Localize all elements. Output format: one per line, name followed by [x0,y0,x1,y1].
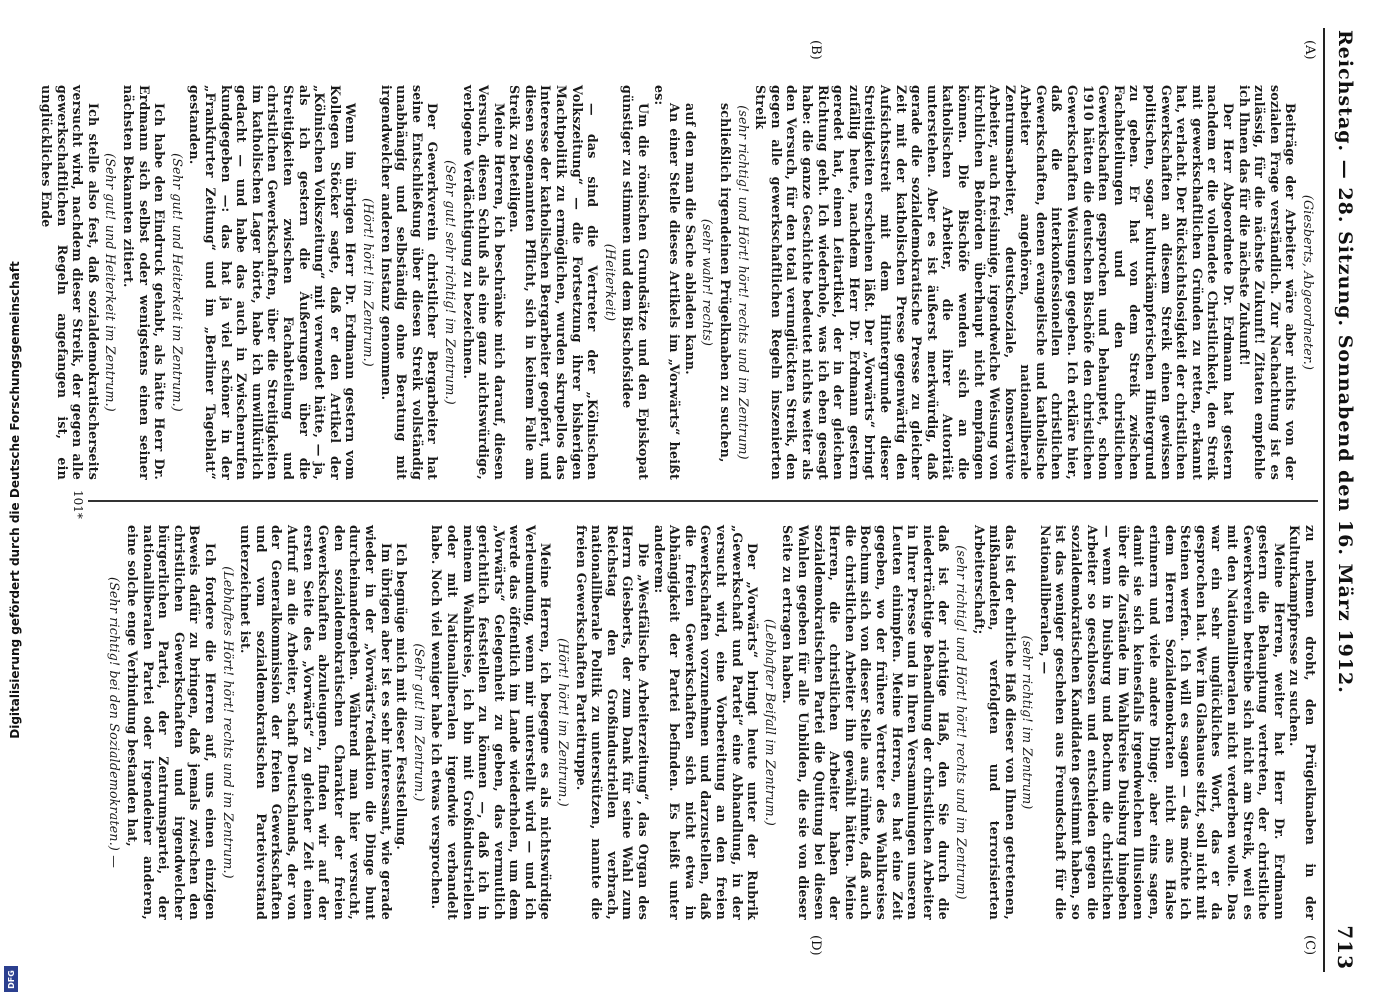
footer-page-mark: 101* [71,490,85,519]
paragraph: Die „Westfälische Arbeiterzeitung“, das Organ des Herrn Giesberts, der zum Dank für seine Wahl zum Reichstag den Großindustriellen verbrach, nationalliberale Politik zu unterstützen, nannte die freien Gewerkschaften Parteitruppe. [573,525,652,920]
paragraph: Ich habe den Eindruck gehabt, als hätte Herr Dr. Erdmann sich selbst oder wenigstens einen seiner nächsten Bekannten zitiert. [121,85,168,480]
paragraph: Meine Herren, ich begegne es als nichtswürdige Verleumdung, wenn mir unterstellt wird — und ich werde das öffentlich im Lande wiederholen, um dem „Vorwärts“ Gelegenheit zu geben, das vermutlich gerichtlich feststellen zu können —, daß ich in meinem Wahlkreise, ich bin mit Großindustriellen oder mit Nationalliberalen irgendwie verbandelt habe. Noch viel weniger habe ich etwas versprochen. [429,525,554,920]
paragraph: schließlich irgendeinen Prügelknaben zu suchen, [718,103,734,463]
interjection: (sehr richtig! im Zentrum) [1020,635,1036,810]
dfg-logo [4,966,18,992]
digitization-stamp [0,0,30,1000]
marker-d: (D) [808,935,823,956]
interjection: (Giesberts, Abgeordneter.) [1301,194,1316,371]
paragraph: daß ist der richtige Haß, den Sie durch die niederträchtige Behandlung der christlichen Arbeiter in Ihrer Presse und in Ihren Versammlungen unseren Leuten einimpfen. Meine Herren, es hat eine Zeit gegeben, wo der frühere Vertreter des Wahlkreises Bochum sich von dieser Stelle aus rühmte, daß auch die christlichen Arbeiter ihn gewählt hätten. Meine Herren, die christlichen Arbeiter haben der sozialdemokratischen Partei die Quittung bei diesen Wahlen gegeben für alle Unbilden, die sie von dieser Seite zu ertragen haben. [780,525,952,920]
interjection: (sehr richtig! und Hört! hört! rechts und im Zentrum) [953,545,969,900]
paragraph: Beiträge der Arbeiter wäre aber nichts von der sozialen Frage verständlich. Zur Nachachtung ist es zulässig, für die nächste Zukunft! Zitaten empfehle ich Ihnen das für die nächste Zukunft! [1236,85,1299,480]
page-number: 713 [1333,925,1357,970]
header-rule [1323,28,1325,972]
paragraph: Der „Vorwärts“ bringt heute unter der Rubrik „Gewerkschaft und Partei“ eine Abhandlung, in der versucht wird, eine Vorbereitung an den freien Gewerkschaften vorzunehmen und darzustellen, daß die freien Gewerkschaften sich nicht etwa in Abhängigkeit der Partei befinden. Es heißt unter anderem: [651,525,761,920]
interjection: (Sehr gut! im Zentrum.) [411,643,427,802]
interjection: (Lebhafter Beifall im Zentrum.) [762,618,778,827]
paragraph: Der Gewerkverein christlicher Bergarbeiter hat seine Entschließung über diesen Streik vollständig unabhängig und selbständig ohne Beratung mit irgendwelcher anderen Instanz genommen. [378,85,441,480]
paragraph: An einer Stelle dieses Artikels im „Vorwärts“ heißt es: [651,85,683,480]
left-column [39,85,1318,480]
page-header [1325,30,1365,970]
interjection: (sehr wahr! rechts) [700,218,716,347]
paragraph: zu nehmen droht, den Prügelknaben in der Kulturkampfpresse zu suchen. [1287,525,1318,920]
right-column [88,525,1318,920]
interjection: (Sehr gut! sehr richtig! im Zentrum.) [442,160,458,405]
marker-b: (B) [808,40,823,60]
paragraph: Ich stelle also fest, daß sozialdemokratischerseits versucht wird, nachdem dieser Streik, der gegen alle gewerkschaftlichen Regeln angefangen ist, ein unglückliches Ende [39,85,101,480]
stamp-text: Digitalisierung gefördert durch die Deutsche Forschungsgemeinschaft [8,261,22,739]
paragraph: Um die römischen Grundsätze und den Episkopat günstiger zu stimmen und dem Bischofsidee [620,85,652,480]
paragraph: — das sind die Vertreter der „Kölnischen Volkszeitung“ — die Fortsetzung ihrer bisherigen Machtpolitik zu ermöglichen, wurden skrupellos das Interesse der katholischen Bergarbeiter geopfert, und diesen sogenannten Pflicht, sich in keinem Falle am Streik zu beteiligen. [507,85,601,480]
paragraph: Im übrigen aber ist es sehr interessant, wie gerade wieder in der „Vorwärts“redaktion die Dinge bunt durcheinandergehen. Während man hier versucht, den sozialdemokratischen Charakter der freien Gewerkschaften abzuleugnen, finden wir auf der ersten Seite des „Vorwärts“ zu gleicher Zeit einen Aufruf an die Arbeiter, schaft Deutschlands, der von der Generalkommission der freien Gewerkschaften und vom sozialdemokratischen Parteivorstand unterzeichnet ist. [238,525,394,920]
interjection: (Sehr gut! und Heiterkeit im Zentrum.) [103,153,119,412]
interjection: (Hört! hört! im Zentrum.) [360,198,376,367]
paragraph: Ich fordere die Herren auf, uns einen einzigen Beweis dafür zu bringen, daß jemals zwischen den christlichen Gewerkschaften und irgendwelcher bürgerlichen Partei, der Zentrumspartei, der nationalliberalen Partei oder irgendeiner anderen, eine solche enge Verbindung bestanden hat, [125,525,219,920]
column-divider [88,500,1318,502]
interjection: (Heiterkeit) [602,243,618,322]
header-title: Reichstag. — 28. Sitzung. Sonnabend den 16. März 1912. [1334,30,1356,694]
paragraph: das ist der ehrliche Haß dieser von Ihnen getretenen, mißhandelten, verfolgten und terrorisierten Arbeiterschaft; [971,525,1018,920]
interjection: (Lebhaftes Hört! hört! rechts und im Zentrum.) [220,566,236,879]
paragraph: Wenn im übrigen Herr Dr. Erdmann gestern vom Kollegen Stöcker sagte, daß er den Artikel der „Kölnischen Volkszeitung“ mit verwendet hätte, — ja, als ich gestern die Äußerungen über die Streitigkeiten zwischen Fachabteilung und christlichen Gewerkschaften, über die Streitigkeiten im katholischen Lager hörte, habe ich unwillkürlich gedacht — und habe das auch in Zwischenrufen kundgegeben —: das hat ja viel schöner in der „Frankfurter Zeitung“ und im „Berliner Tageblatt“ gestanden. [187,85,359,480]
interjection: (Sehr richtig! bei den Sozialdemokraten.) — [107,576,123,869]
interjection: (sehr richtig! und Hört! hört! rechts und im Zentrum) [735,105,751,460]
dfg-logo-text: DFG [6,969,16,989]
paragraph: Meine Herren, ich beschränke mich darauf, diesen Versuch, diesen Schluß als eine ganz nichtswürdige, verlogene Verdächtigung zu bezeichnen. [460,85,507,480]
interjection: (Hört! hört! im Zentrum.) [556,638,572,807]
paragraph: Ich begnüge mich mit dieser Feststellung. [394,543,410,850]
marker-c: (C) [1302,935,1317,956]
paragraph: Meine Herren, weiter hat Herr Dr. Erdmann gestern die Behauptung vertreten, der christliche Gewerkverein betreibe sich nicht am Streik, weil es mit den Nationalliberalen nicht verderben wolle. Das war ein sehr unglückliches Wort, das er da gesprochen hat. Wer im Glashause sitzt, soll nicht mit Steinen werfen. Ich will es sagen — das möchte ich dem Herren Sozialdemokraten nicht ans Halse erinnern und viele andere Dinge; aber eins sagen, damit sie sich keinesfalls irgendwelchen Illusionen über die Zustände im Wahlkreise Duisburg hingeben — wenn in Duisburg und Bochum die christlichen Arbeiter so geschlossen und entschieden gegen die sozialdemokratischen Kandidaten gestimmt haben, so ist das weniger geschehen aus Freundschaft für die Nationalliberalen, — [1037,525,1287,920]
paragraph: Der Herr Abgeordnete Dr. Erdmann hat gestern nachdem er die vollendete Christlichkeit, den Streik mit gewerkschaftlichen Gründen zu retten, erkannt hat, verlacht. Der Rücksichtslosigkeit der christlichen Gewerkschaften an diesem Streik einen gewissen politischen, sogar kulturkämpferischen Hintergrund zu geben. Er hat von dem Streik zwischen Fachabteilungen und den christlichen Gewerkschaften gesprochen und behauptet, schon 1910 hätten die deutschen Bischöfe den christlichen Gewerkschaften Weisungen gegeben. Ich erkläre hier, daß die interkonfessionellen christlichen Gewerkschaften, denen evangelische und katholische Arbeiter angehören, nationalliberale Zentrumsarbeiter, deutschsoziale, konservative Arbeiter, auch freisinnige, irgendwelche Weisung von kirchlichen Behörden überhaupt nicht empfangen können. Die Bischöfe wenden sich an die katholischen Arbeiter, die ihrer Autorität unterstehen. Aber es ist äußerst merkwürdig, daß gerade die sozialdemokratische Presse zu gleicher Zeit mit der katholischen Presse gegenwärtig den Aufsichtsstreit mit dem Hintergrunde dieser Streitigkeiten erscheinen läßt. Der „Vorwärts“ bringt zufällig heute, nachdem Herr Dr. Erdmann gestern geredet hat, einen Leitartikel, der in der gleichen Richtung geht. Ich wiederhole, was ich eben gesagt habe: die ganze Geschichte bedeutet nichts weiter als den Versuch, für den total verunglückten Streik, den gegen alle gewerkschaftlichen Regeln inszenierten Streik [753,85,1237,480]
paragraph: auf den man die Sache abladen kann. [682,103,698,375]
marker-a: (A) [1302,40,1317,60]
interjection: (Sehr gut! und Heiterkeit im Zentrum.) [169,153,185,412]
